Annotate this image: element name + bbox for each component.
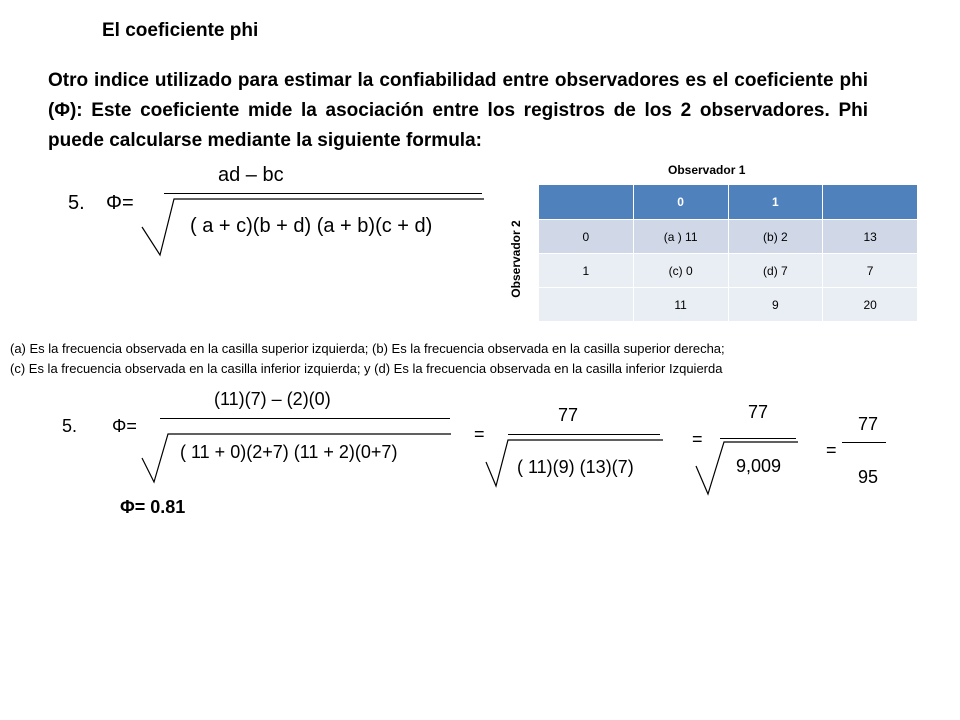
table-cell: 7 xyxy=(823,254,918,288)
calc-phi-label: Φ= xyxy=(112,416,137,436)
equals-sign-1: = xyxy=(474,424,485,444)
table-cell: (c) 0 xyxy=(633,254,728,288)
table-row xyxy=(539,288,918,322)
page-title: El coeficiente phi xyxy=(102,20,259,41)
table-row xyxy=(539,220,918,254)
table-cell: (b) 2 xyxy=(728,220,823,254)
table-header-cell xyxy=(539,185,634,220)
equals-sign-2: = xyxy=(692,429,703,449)
formula-denominator: ( a + c)(b + d) (a + b)(c + d) xyxy=(190,215,433,237)
step3-denominator: 9,009 xyxy=(736,456,782,476)
legend-note-line: (a) Es la frecuencia observada en la casilla superior izquierda; (b) Es la frecuencia observada en la casilla superior derecha; xyxy=(10,341,725,356)
table-title-observador-2: Observador 2 xyxy=(509,220,523,298)
step3-fraction-bar xyxy=(720,438,796,439)
table-cell: 0 xyxy=(539,220,634,254)
calc-number: 5. xyxy=(62,416,78,436)
phi-symbol: Φ xyxy=(54,100,70,121)
formula-phi-label: Φ= xyxy=(106,192,134,214)
step1-fraction-bar xyxy=(160,418,450,419)
contingency-table xyxy=(538,184,918,322)
step4-fraction-bar xyxy=(842,442,886,443)
table-cell xyxy=(539,288,634,322)
fraction-bar xyxy=(164,193,482,194)
table-cell: 20 xyxy=(823,288,918,322)
step1-denominator: ( 11 + 0)(2+7) (11 + 2)(0+7) xyxy=(180,442,398,462)
table-cell: (d) 7 xyxy=(728,254,823,288)
table-header-cell: 1 xyxy=(728,185,823,220)
step4-denominator: 95 xyxy=(858,467,879,487)
table-row xyxy=(539,254,918,288)
table-cell: 11 xyxy=(633,288,728,322)
phi-result: Φ= 0.81 xyxy=(120,497,186,517)
table-cell: 13 xyxy=(823,220,918,254)
intro-paragraph xyxy=(48,66,868,156)
equals-sign-3: = xyxy=(826,440,837,460)
step2-numerator: 77 xyxy=(558,405,579,425)
table-cell: 9 xyxy=(728,288,823,322)
table-header-cell xyxy=(823,185,918,220)
legend-note-line: (c) Es la frecuencia observada en la casilla inferior izquierda; y (d) Es la frecuencia observada en la casilla inferior Izquierda xyxy=(10,361,723,376)
formula-number: 5. xyxy=(68,192,85,214)
step2-fraction-bar xyxy=(508,434,660,435)
table-title-observador-1: Observador 1 xyxy=(668,163,746,177)
legend-notes xyxy=(10,339,725,379)
intro-text-before: Otro indice utilizado para estimar la confiabilidad entre observadores es el coeficiente phi ( xyxy=(48,70,868,121)
step2-denominator: ( 11)(9) (13)(7) xyxy=(517,457,634,477)
step4-numerator: 77 xyxy=(858,414,879,434)
step3-numerator: 77 xyxy=(748,402,769,422)
step1-numerator: (11)(7) – (2)(0) xyxy=(214,389,331,409)
table-header-row xyxy=(539,185,918,220)
table-cell: 1 xyxy=(539,254,634,288)
intro-text-after: ): Este coeficiente mide la asociación entre los registros de los 2 observadores. Phi puede calcularse mediante la siguiente formula: xyxy=(48,100,868,151)
formula-numerator: ad – bc xyxy=(218,164,284,186)
table-cell: (a ) 11 xyxy=(633,220,728,254)
table-header-cell: 0 xyxy=(633,185,728,220)
